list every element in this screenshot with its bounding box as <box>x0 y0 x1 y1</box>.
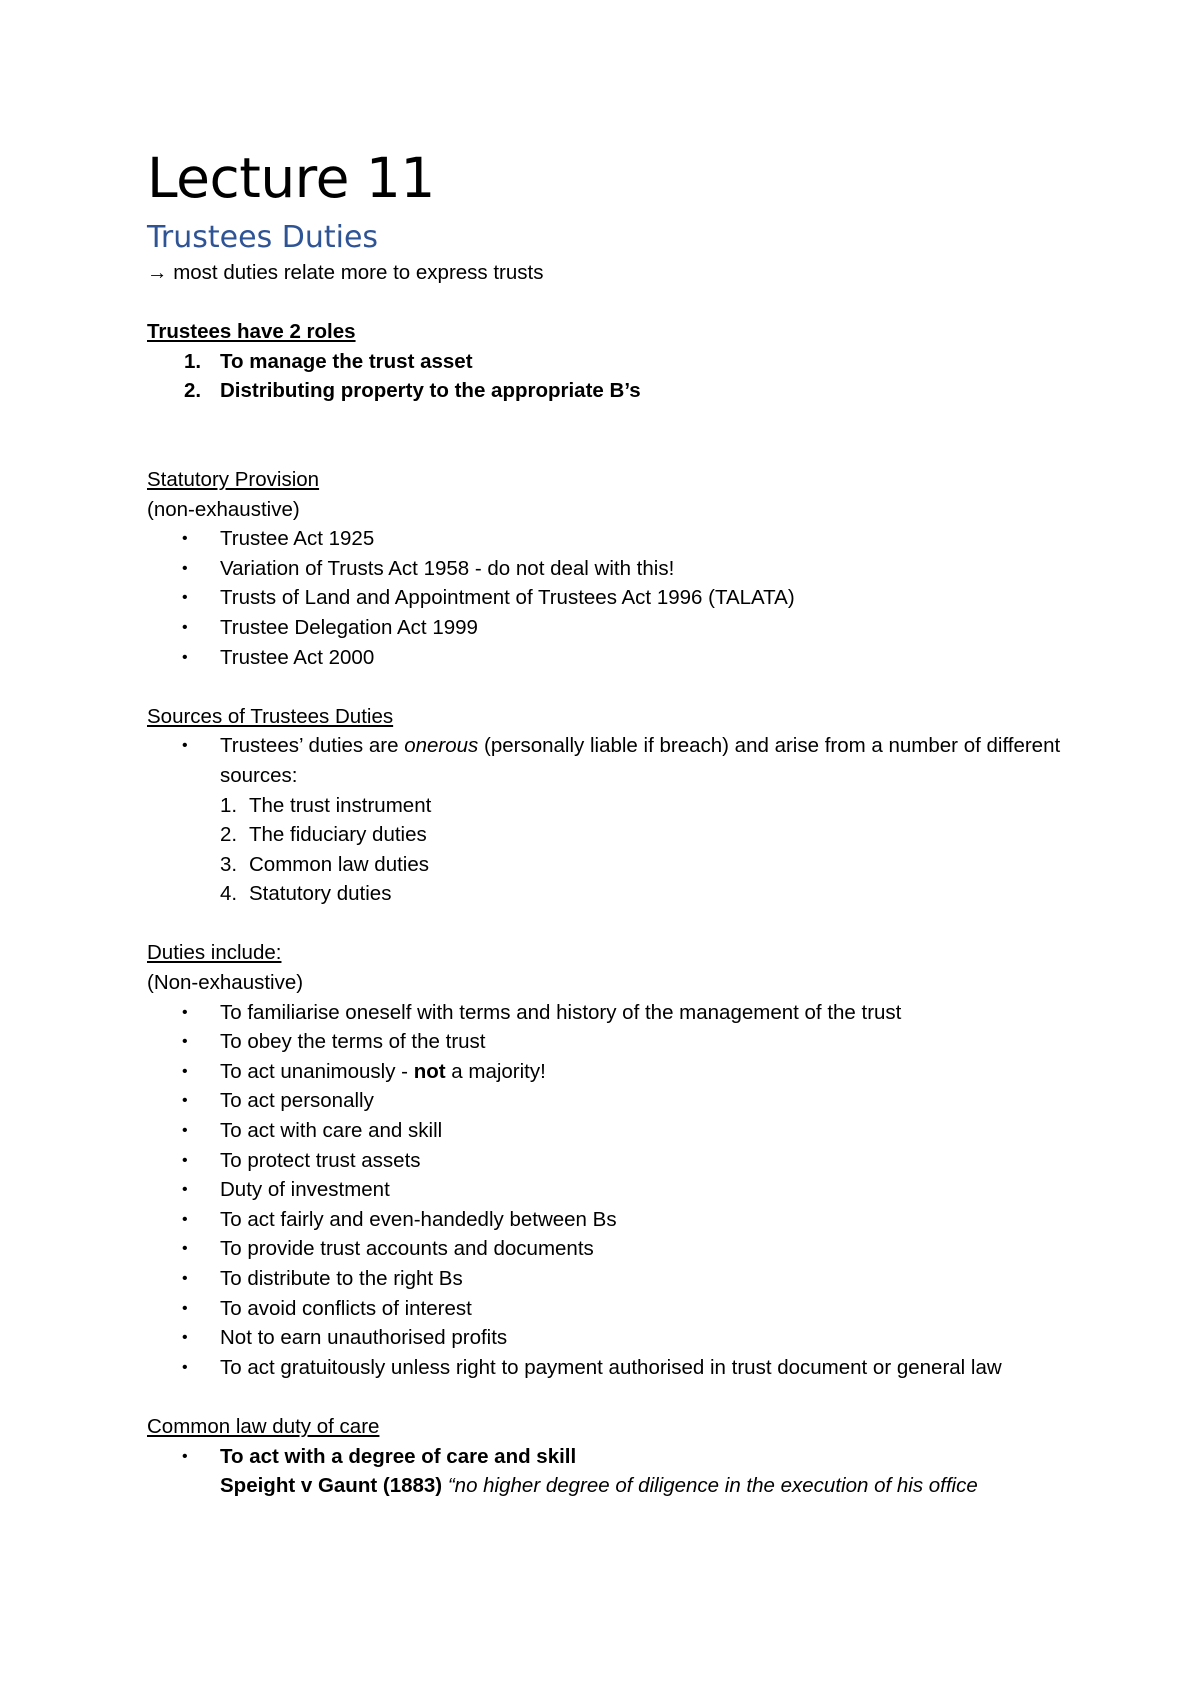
statutory-note: (non-exhaustive) <box>147 497 300 521</box>
list-item: • Duty of investment <box>147 1175 1077 1205</box>
list-item: • To act personally <box>147 1086 1077 1116</box>
list-item: 1. To manage the trust asset <box>184 349 473 373</box>
list-item: • To protect trust assets <box>147 1146 1077 1176</box>
list-item: • Not to earn unauthorised profits <box>147 1323 1077 1353</box>
case-quote: “no higher degree of diligence in the execution of his office <box>442 1474 978 1498</box>
list-item: 2. The fiduciary duties <box>220 823 427 847</box>
care-heading: Common law duty of care <box>147 1414 380 1438</box>
list-item: • To act with care and skill <box>147 1116 1077 1146</box>
roles-heading: Trustees have 2 roles <box>147 320 356 344</box>
sources-list <box>147 731 1077 909</box>
list-item: • Trustee Delegation Act 1999 <box>147 613 1077 643</box>
sources-heading: Sources of Trustees Duties <box>147 704 394 728</box>
list-item: 4. Statutory duties <box>220 882 392 906</box>
statutory-heading: Statutory Provision <box>147 467 320 491</box>
document-page <box>147 138 1077 1501</box>
list-item: • Variation of Trusts Act 1958 - do not deal with this! <box>147 554 1077 584</box>
list-item: 3. Common law duties <box>220 852 430 876</box>
intro-text: most duties relate more to express trusts <box>173 261 544 284</box>
list-item: • To distribute to the right Bs <box>147 1264 1077 1294</box>
list-item: • To familiarise oneself with terms and history of the management of the trust <box>147 998 1077 1028</box>
list-item: • To act gratuitously unless right to payment authorised in trust document or general law <box>147 1353 1077 1383</box>
case-name: Speight v Gaunt (1883) <box>220 1474 443 1498</box>
list-item: • To obey the terms of the trust <box>147 1027 1077 1057</box>
duties-note: (Non-exhaustive) <box>147 971 304 995</box>
page-subtitle: Trustees Duties <box>147 220 379 255</box>
list-item: • To act fairly and even-handedly between Bs <box>147 1205 1077 1235</box>
duties-list <box>147 998 1077 1383</box>
page-title: Lecture 11 <box>147 146 435 210</box>
list-item: • Trustees’ duties are onerous (personally liable if breach) and arise from a number of different sources: 1. The trust instrument 2. The fiduciary duties 3. Common law duties 4. Statutory duties <box>147 731 1077 909</box>
list-item: 1. The trust instrument <box>220 793 432 817</box>
arrow-icon: → <box>147 261 168 284</box>
intro-line <box>147 258 1077 288</box>
care-list <box>147 1442 1077 1501</box>
list-item: • Trusts of Land and Appointment of Trustees Act 1996 (TALATA) <box>147 583 1077 613</box>
list-item: • Trustee Act 1925 <box>147 524 1077 554</box>
list-item: • To avoid conflicts of interest <box>147 1294 1077 1324</box>
list-item: • Trustee Act 2000 <box>147 643 1077 673</box>
list-item: • To provide trust accounts and documents <box>147 1234 1077 1264</box>
list-item: 2. Distributing property to the appropriate B’s <box>184 379 641 403</box>
duties-heading: Duties include: <box>147 941 282 965</box>
list-item: • To act with a degree of care and skill Speight v Gaunt (1883) “no higher degree of diligence in the execution of his office <box>147 1442 1077 1501</box>
statutory-list <box>147 524 1077 672</box>
sources-sublist <box>220 791 1077 909</box>
roles-list <box>147 347 1077 406</box>
list-item: • To act unanimously - not a majority! <box>147 1057 1077 1087</box>
